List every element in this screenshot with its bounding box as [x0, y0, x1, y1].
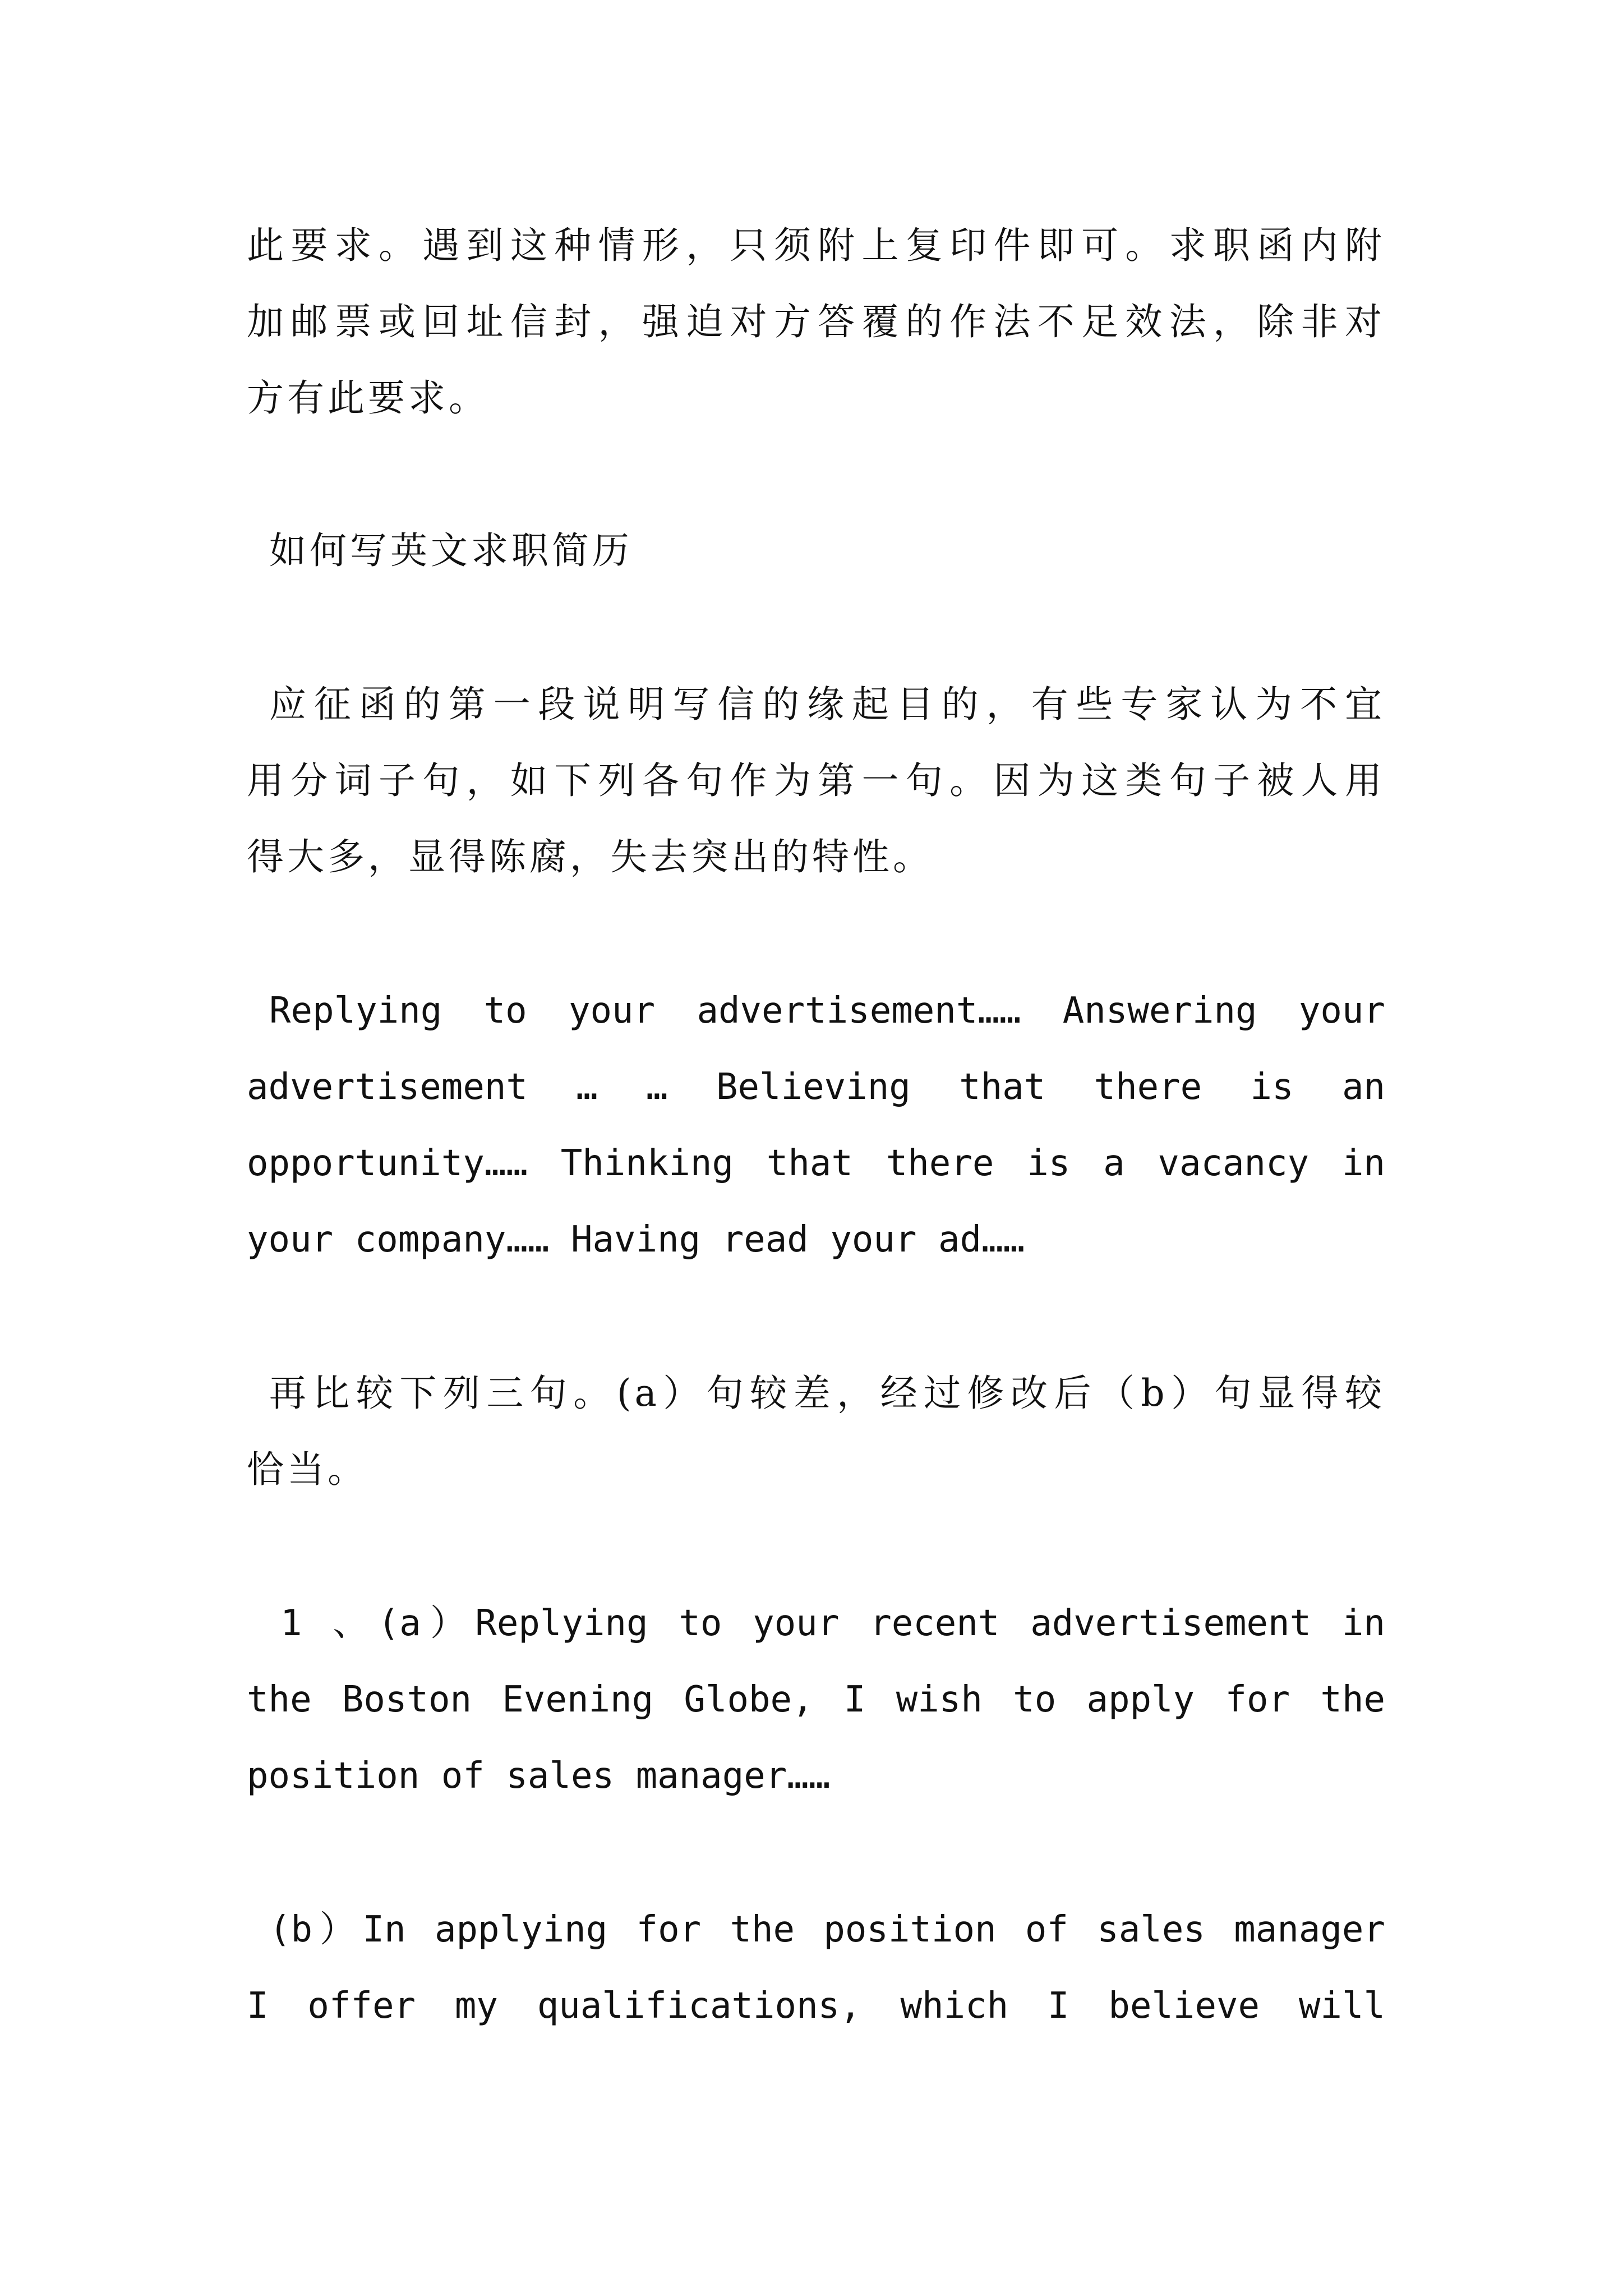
paragraph-3-line-2: advertisement … … Believing that there is an	[247, 1066, 1385, 1108]
paragraph-1-line-2: 加邮票或回址信封，强迫对方答覆的作法不足效法，除非对	[247, 300, 1385, 343]
paragraph-2-line-2: 用分词子句，如下列各句作为第一句。因为这类句子被人用	[247, 759, 1385, 802]
paragraph-5-line-2: the Boston Evening Globe, I wish to apply for the	[247, 1679, 1385, 1720]
paragraph-5-line-1: 1 、(a）Replying to your recent advertisement in	[280, 1603, 1385, 1644]
paragraph-1-line-1: 此要求。遇到这种情形，只须附上复印件即可。求职函内附	[247, 224, 1385, 267]
section-heading: 如何写英文求职简历	[269, 529, 633, 572]
paragraph-4-line-1: 再比较下列三句。(a）句较差，经过修改后（b）句显得较	[269, 1372, 1385, 1415]
paragraph-2-line-3: 得大多，显得陈腐，失去突出的特性。	[247, 835, 933, 878]
paragraph-3-line-3: opportunity…… Thinking that there is a vacancy in	[247, 1143, 1385, 1184]
paragraph-6-line-1: (b）In applying for the position of sales manager	[269, 1909, 1385, 1950]
paragraph-5-line-3: position of sales manager……	[247, 1755, 831, 1797]
paragraph-3-line-4: your company…… Having read your ad……	[247, 1219, 1025, 1260]
paragraph-2-line-1: 应征函的第一段说明写信的缘起目的，有些专家认为不宜	[269, 683, 1385, 726]
paragraph-1-line-3: 方有此要求。	[247, 376, 489, 420]
paragraph-3-line-1: Replying to your advertisement…… Answering your	[269, 990, 1385, 1032]
paragraph-6-line-2: I offer my qualifications, which I believe will	[247, 1985, 1385, 2027]
paragraph-4-line-2: 恰当。	[247, 1448, 368, 1491]
